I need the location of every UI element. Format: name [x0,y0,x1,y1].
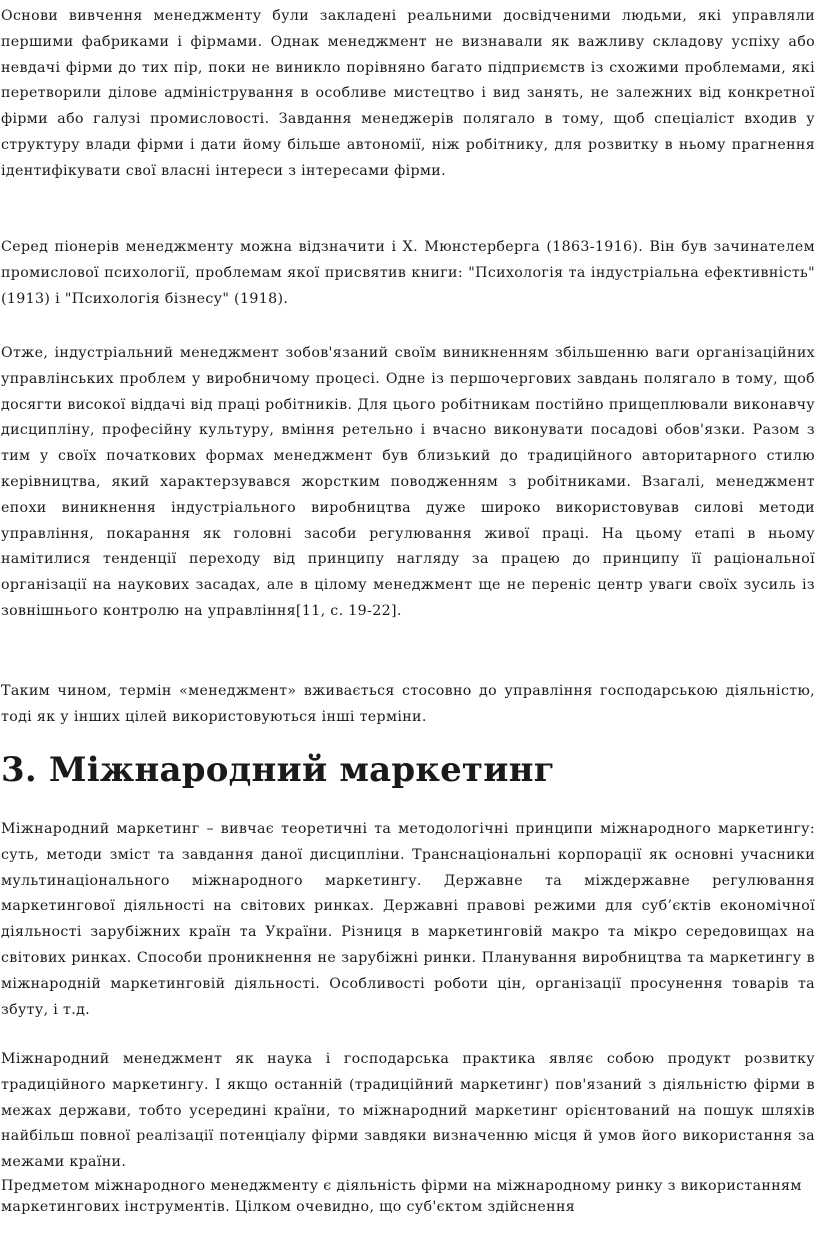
paragraph-term-management: Таким чином, термін «менеджмент» вживається стосовно до управління господарською діяльністю, тоді як у інших цілей використовуються інші терміни. [1,683,815,725]
paragraph-international-management-science: Міжнародний менеджмент як наука і господарська практика являє собою продукт розвитку традиційного маркетингу. І якщо останній (традиційний маркетинг) пов'язаний з діяльністю фірми в межах держави, тобто усередині країни, то міжнародний маркетинг орієнтований на пошук шляхів найбільш повної реалізації потенціалу фірми завдяки визначенню місця й умов його використання за межами країни. [1,1051,815,1171]
paragraph-international-marketing-definition: Міжнародний маркетинг – вивчає теоретичні та методологічні принципи міжнародного маркетингу: суть, методи зміст та завдання даної дисципліни. Транснаціональні корпорації як основні учасники мультинаціонального міжнародного маркетингу. Державне та міждержавне регулювання маркетингової діяльності на світових ринках. Державні правові режими для суб’єктів економічної діяльності зарубіжних країн та України. Різниця в маркетинговій макро та мікро середовищах на світових ринках. Способи проникнення не зарубіжні ринки. Планування виробництва та маркетингу в міжнародній маркетинговій діяльності. Особливості роботи цін, організації просунення товарів та збуту, і т.д. [1,821,815,1018]
paragraph-subject-of-management: Предметом міжнародного менеджменту є діяльність фірми на міжнародному ринку з використанням маркетингових інструментів. Цілком очевидно, що суб'єктом здійснення [1,1178,802,1215]
paragraph-munsterberg: Серед піонерів менеджменту можна відзначити і Х. Мюнстерберга (1863-1916). Він був зачинателем промислової психології, проблемам якої присвятив книги: "Психологія та індустріальна ефективність" (1913) і "Психологія бізнесу" (1918). [1,239,815,307]
paragraph-industrial-management: Отже, індустріальний менеджмент зобов'язаний своїм виникненням збільшенню ваги організаційних управлінських проблем у виробничому процесі. Одне із першочергових завдань полягало в тому, щоб досягти високої віддачі від праці робітників. Для цього робітникам постійно прищеплювали виконавчу дисципліну, професійну культуру, вміння ретельно і вчасно виконувати посадові обов'язки. Разом з тим у своїх початкових формах менеджмент був близький до традиційного авторитарного стилю керівництва, який характерзувався жорстким поводженням з робітниками. Взагалі, менеджмент епохи виникнення індустріального виробництва дуже широко використовував силові методи управління, покарання як головні засоби регулювання живої праці. На цьому етапі в ньому намітилися тенденції переходу від принципу нагляду за працею до принципу її раціональної організації на наукових засадах, але в цілому менеджмент ще не переніс центр уваги своїх зусиль із зовнішнього контролю на управління[11, с. 19-22]. [1,345,815,619]
paragraph-management-foundations: Основи вивчення менеджменту були закладені реальними досвідченими людьми, які управляли першими фабриками і фірмами. Однак менеджмент не визнавали як важливу складову успіху або невдачі фірми до тих пір, поки не виникло порівняно багато підприємств із схожими проблемами, які перетворили ділове адміністрування в особливе мистецтво і вид занять, не залежних від конкретної фірми або галузі промисловості. Завдання менеджерів полягало в тому, щоб спеціаліст входив у структуру влади фірми і дати йому більше автономії, ніж робітнику, для розвитку в ньому прагнення ідентифікувати свої власні інтереси з інтересами фірми. [1,8,815,179]
section-heading: 3. Міжнародний маркетинг [1,750,555,790]
